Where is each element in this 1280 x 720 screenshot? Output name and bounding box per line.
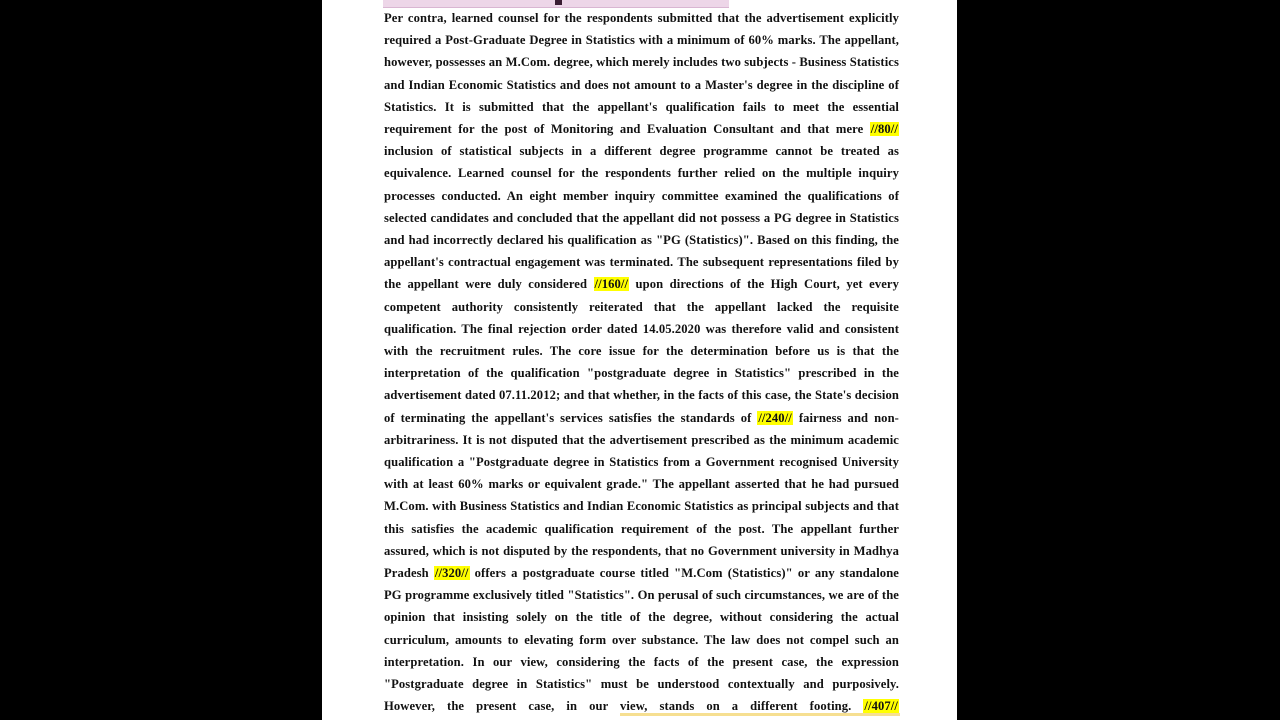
page-marker: //80// <box>870 122 898 137</box>
page-marker: //160// <box>594 277 629 292</box>
bottom-divider-rule <box>620 713 900 716</box>
text-run: upon directions of the High Court, yet every competent authority consistently reiterated that the appellant lacked the requisite qualification. The final rejection order dated 14.05.2020 was therefore valid and consistent with the recruitment rules. The core issue for the determination before us is that the interpretation of the qualification "postgraduate degree in Statistics" prescribed in the advertisement dated 07.11.2012; and that whether, in the facts of this case, the State's decision of terminating the appellant's services satisfies the standards of <box>384 277 899 425</box>
document-page[interactable] <box>322 0 957 720</box>
text-run: inclusion of statistical subjects in a different degree programme cannot be treated as equivalence. Learned counsel for the respondents further relied on the multiple inquiry processes conducted. An eight member inquiry committee examined the qualifications of selected candidates and concluded that the appellant did not possess a PG degree in Statistics and had incorrectly declared his qualification as "PG (Statistics)". Based on this finding, the appellant's contractual engagement was terminated. The subsequent representations filed by the appellant were duly considered <box>384 144 899 292</box>
text-run: offers a postgraduate course titled "M.Com (Statistics)" or any standalone PG programme exclusively titled "Statistics". On perusal of such circumstances, we are of the opinion that insisting solely on the title of the degree, without considering the actual curriculum, amounts to elevating form over substance. The law does not compel such an interpretation. In our view, considering the facts of the present case, the expression "Postgraduate degree in Statistics" must be understood contextually and purposively. However, the present case, in our view, stands on a different footing. <box>384 566 899 714</box>
text-run: Per contra, learned counsel for the respondents submitted that the advertisement explicitly required a Post-Graduate Degree in Statistics with a minimum of 60% marks. The appellant, however, possesses an M.Com. degree, which merely includes two subjects - Business Statistics and Indian Economic Statistics and does not amount to a Master's degree in the discipline of Statistics. It is submitted that the appellant's qualification fails to meet the essential requirement for the post of Monitoring and Evaluation Consultant and that mere <box>384 11 899 137</box>
page-marker: //407// <box>864 699 898 714</box>
page-marker: //240// <box>758 410 792 425</box>
letterbox-right <box>957 0 1280 720</box>
page-marker: //320// <box>434 566 469 581</box>
document-text-body <box>384 7 899 720</box>
clipped-glyph <box>555 0 562 5</box>
letterbox-left <box>0 0 322 720</box>
text-run: fairness and non-arbitrariness. It is not disputed that the advertisement prescribed as the minimum academic qualification a "Postgraduate degree in Statistics from a Government recognised University with at least 60% marks or equivalent grade." The appellant asserted that he had pursued M.Com. with Business Statistics and Indian Economic Statistics as principal subjects and that this satisfies the academic qualification requirement of the post. The appellant further assured, which is not disputed by the respondents, that no Government university in Madhya Pradesh <box>384 410 899 581</box>
judgment-paragraph <box>384 7 899 720</box>
